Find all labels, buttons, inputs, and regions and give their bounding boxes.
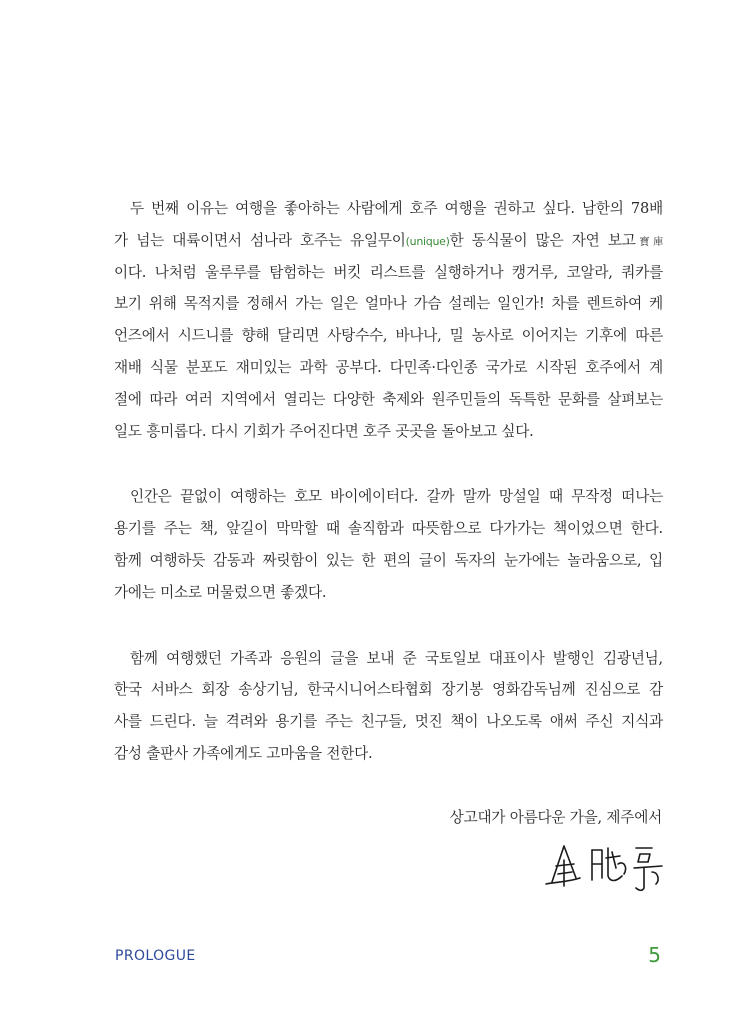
text-fragment: 한 동식물이 많은 자연 보고 [449,231,636,249]
text-line: 사를 드린다. 늘 격려와 용기를 주는 친구들, 멋진 책이 나오도록 애써 주신 지식과 [114,713,663,731]
english-gloss: (unique) [405,234,450,248]
text-line: 언즈에서 시드니를 향해 달리면 사탕수수, 바나나, 밀 농사로 이어지는 기후에 따른 [114,327,663,345]
text-line: 함께 여행했던 가족과 응원의 글을 보내 준 국토일보 대표이사 발행인 김광년님, [130,649,663,667]
text-line-with-annotation [114,225,663,257]
text-line: 가에는 미소로 머물렀으면 좋겠다. [114,583,327,601]
closing-place-date: 상고대가 아름다운 가을, 제주에서 [449,809,662,826]
handwritten-signature-icon [544,838,668,894]
text-line: 보기 위해 목적지를 정해서 가는 일은 얼마나 가슴 설레는 일인가! 차를 렌트하여 케 [114,295,663,313]
section-label: PROLOGUE [115,948,196,964]
paragraph-1 [114,193,663,447]
text-line: 일도 흥미롭다. 다시 기회가 주어진다면 호주 곳곳을 돌아보고 싶다. [114,422,534,440]
text-line: 절에 따라 여러 지역에서 열리는 다양한 축제와 원주민들의 독특한 문화를 살펴보는 [114,390,663,408]
text-line: 이다. 나처럼 울루루를 탐험하는 버킷 리스트를 실행하거나 캥거루, 코알라, 쿼카를 [114,263,663,281]
text-line: 한국 서바스 회장 송상기님, 한국시니어스타협회 장기봉 영화감독님께 진심으로 감 [114,681,663,699]
hanja-gloss: 寶庫 [635,236,663,248]
text-line: 감성 출판사 가족에게도 고마움을 전한다. [114,744,373,762]
text-line: 인간은 끝없이 여행하는 호모 바이에이터다. 갈까 말까 망설일 때 무작정 떠나는 [130,488,663,506]
paragraph-3 [114,643,663,770]
text-line: 두 번째 이유는 여행을 좋아하는 사람에게 호주 여행을 권하고 싶다. 남한의 78배 [130,200,663,217]
paragraph-2 [114,481,663,608]
text-line: 용기를 주는 책, 앞길이 막막할 때 솔직함과 따뜻함으로 다가가는 책이었으면 한다. [114,520,663,538]
text-line: 함께 여행하듯 감동과 짜릿함이 있는 한 편의 글이 독자의 눈가에는 놀라움으로, 입 [114,551,663,569]
prologue-body [114,193,663,804]
text-line: 재배 식물 분포도 재미있는 과학 공부다. 다민족·다인종 국가로 시작된 호주에서 계 [114,358,663,376]
text-fragment: 가 넘는 대륙이면서 섬나라 호주는 유일무이 [114,231,406,249]
page-number: 5 [648,943,661,967]
